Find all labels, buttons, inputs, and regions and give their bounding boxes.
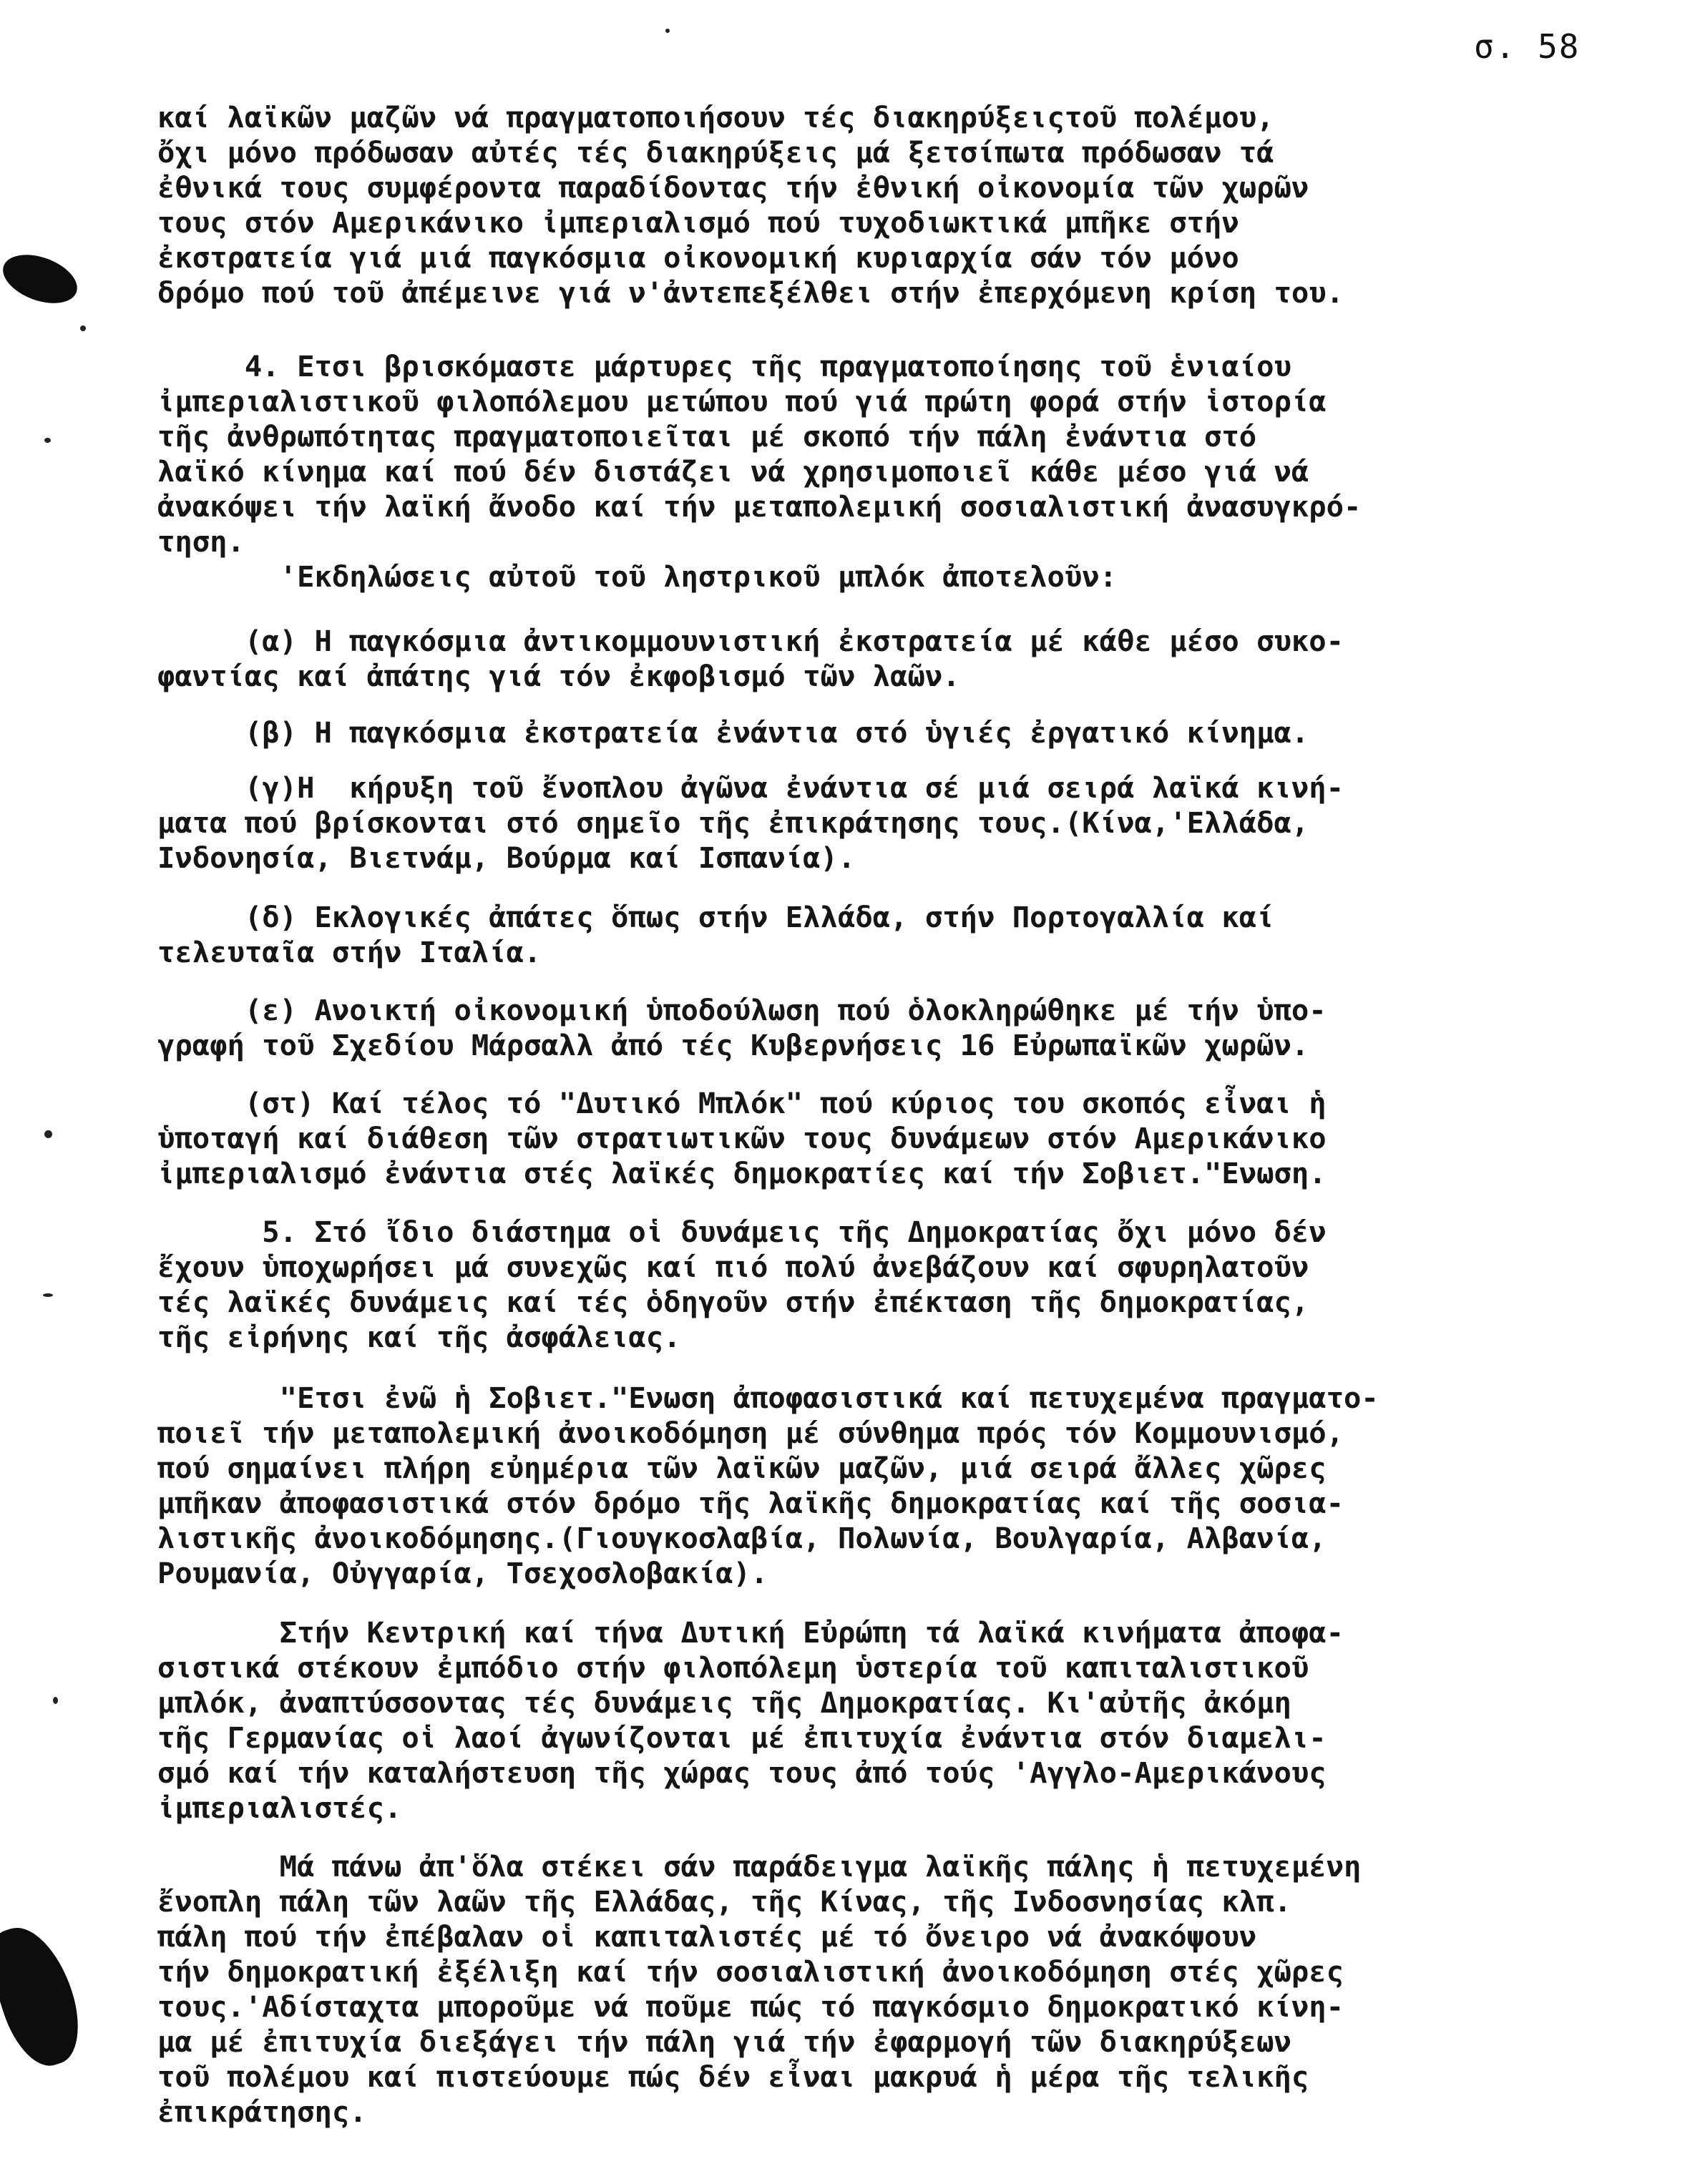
paragraph-item-a: (α) Η παγκόσμια ἀντικομμουνιστική ἐκστρατεία μέ κάθε μέσο συκο- φαντίας καί ἀπάτης γιά τόν ἐκφοβισμό τῶν λαῶν. bbox=[157, 624, 1344, 693]
paragraph-central-europe: Στήν Κεντρική καί τήνα Δυτική Εὐρώπη τά λαϊκά κινήματα ἀποφα- σιστικά στέκουν ἐμπόδιο στήν φιλοπόλεμη ὑστερία τοῦ καπιταλιστικοῦ μπλόκ, ἀναπτύσσοντας τές δυνάμεις τῆς Δημοκρατίας. Κι'αὐτῆς ἀκόμη τῆς Γερμανίας οἱ λαοί ἀγωνίζονται μέ ἐπιτυχία ἐνάντια στόν διαμελι- σμό καί τήν καταλήστευση τῆς χώρας τους ἀπό τούς 'Αγγλο-Αμερικάνους ἰμπεριαλιστές. bbox=[157, 1615, 1344, 1825]
paragraph-item-st: (στ) Καί τέλος τό "Δυτικό Μπλόκ" πού κύριος του σκοπός εἶναι ἡ ὑποταγή καί διάθεση τῶν στρατιωτικῶν τους δυνάμεων στόν Αμερικάνικο ἰμπεριαλισμό ἐνάντια στές λαϊκές δημοκρατίες καί τήν Σοβιετ."Ενωση. bbox=[157, 1086, 1327, 1190]
paragraph-item-e: (ε) Ανοικτή οἰκονομική ὑποδούλωση πού ὁλοκληρώθηκε μέ τήν ὑπο- γραφή τοῦ Σχεδίου Μάρσαλλ ἀπό τές Κυβερνήσεις 16 Εὐρωπαϊκῶν χωρῶν. bbox=[157, 993, 1327, 1062]
margin-dot bbox=[44, 438, 51, 443]
margin-dot bbox=[43, 1293, 53, 1297]
ink-blot-bottom-left bbox=[0, 1916, 92, 2075]
margin-dot bbox=[665, 29, 670, 33]
paragraph-armed-struggle: Μά πάνω ἀπ'ὅλα στέκει σάν παράδειγμα λαϊκῆς πάλης ἡ πετυχεμένη ἔνοπλη πάλη τῶν λαῶν τῆς Ελλάδας, τῆς Κίνας, τῆς Ινδοσνησίας κλπ. πάλη πού τήν ἐπέβαλαν οἱ καπιταλιστές μέ τό ὄνειρο νά ἀνακόψουν τήν δημοκρατική ἐξέλιξη καί τήν σοσιαλιστική ἀνοικοδόμηση στές χῶρες τους.'Αδίσταχτα μποροῦμε νά ποῦμε πώς τό παγκόσμιο δημοκρατικό κίνη- μα μέ ἐπιτυχία διεξάγει τήν πάλη γιά τήν ἐφαρμογή τῶν διακηρύξεων τοῦ πολέμου καί πιστεύουμε πώς δέν εἶναι μακρυά ἡ μέρα τῆς τελικῆς ἐπικράτησης. bbox=[157, 1849, 1362, 2129]
ink-blot-top-left bbox=[0, 245, 84, 312]
paragraph-item-d: (δ) Εκλογικές ἀπάτες ὅπως στήν Ελλάδα, στήν Πορτογαλλία καί τελευταῖα στήν Ιταλία. bbox=[157, 900, 1274, 969]
paragraph-intro: καί λαϊκῶν μαζῶν νά πραγματοποιήσουν τές διακηρύξειςτοῦ πολέμου, ὄχι μόνο πρόδωσαν αὐτές τές διακηρύξεις μά ξετσίπωτα πρόδωσαν τά ἐθνικά τους συμφέροντα παραδίδοντας τήν ἐθνική οἰκονομία τῶν χωρῶν τους στόν Αμερικάνικο ἰμπεριαλισμό πού τυχοδιωκτικά μπῆκε στήν ἐκστρατεία γιά μιά παγκόσμια οἰκονομική κυριαρχία σάν τόν μόνο δρόμο πού τοῦ ἀπέμεινε γιά ν'ἀντεπεξέλθει στήν ἐπερχόμενη κρίση του. bbox=[157, 100, 1344, 310]
paragraph-item-b: (β) Η παγκόσμια ἐκστρατεία ἐνάντια στό ὑγιές ἐργατικό κίνημα. bbox=[157, 715, 1309, 750]
page-number: σ. 58 bbox=[1474, 27, 1581, 66]
margin-dot bbox=[80, 325, 86, 331]
paragraph-point-4: 4. Ετσι βρισκόμαστε μάρτυρες τῆς πραγματοποίησης τοῦ ἑνιαίου ἰμπεριαλιστικοῦ φιλοπόλεμου μετώπου πού γιά πρώτη φορά στήν ἱστορία τῆς ἀνθρωπότητας πραγματοποιεῖται μέ σκοπό τήν πάλη ἐνάντια στό λαϊκό κίνημα καί πού δέν διστάζει νά χρησιμοποιεῖ κάθε μέσο γιά νά ἀνακόψει τήν λαϊκή ἄνοδο καί τήν μεταπολεμική σοσιαλιστική ἀνασυγκρό- τηση. 'Εκδηλώσεις αὐτοῦ τοῦ ληστρικοῦ μπλόκ ἀποτελοῦν: bbox=[157, 349, 1362, 594]
paragraph-item-c: (γ)Η κήρυξη τοῦ ἔνοπλου ἀγῶνα ἐνάντια σέ μιά σειρά λαϊκά κινή- ματα πού βρίσκονται στό σημεῖο τῆς ἐπικράτησης τους.(Κίνα,'Ελλάδα, Ινδονησία, Βιετνάμ, Βούρμα καί Ισπανία). bbox=[157, 770, 1344, 875]
margin-dot bbox=[53, 1697, 58, 1704]
paragraph-point-5: 5. Στό ἴδιο διάστημα οἱ δυνάμεις τῆς Δημοκρατίας ὄχι μόνο δέν ἔχουν ὑποχωρήσει μά συνεχῶς καί πιό πολύ ἀνεβάζουν καί σφυρηλατοῦν τές λαϊκές δυνάμεις καί τές ὁδηγοῦν στήν ἐπέκταση τῆς δημοκρατίας, τῆς εἰρήνης καί τῆς ἀσφάλειας. bbox=[157, 1215, 1327, 1354]
paragraph-soviet-union: "Ετσι ἐνῶ ἡ Σοβιετ."Ενωση ἀποφασιστικά καί πετυχεμένα πραγματο- ποιεῖ τήν μεταπολεμική ἀνοικοδόμηση μέ σύνθημα πρός τόν Κομμουνισμό, πού σημαίνει πλήρη εὐημέρια τῶν λαϊκῶν μαζῶν, μιά σειρά ἄλλες χῶρες μπῆκαν ἀποφασιστικά στόν δρόμο τῆς λαϊκῆς δημοκρατίας καί τῆς σοσια- λιστικῆς ἀνοικοδόμησης.(Γιουγκοσλαβία, Πολωνία, Βουλγαρία, Αλβανία, Ρουμανία, Οὐγγαρία, Τσεχοσλοβακία). bbox=[157, 1381, 1379, 1590]
margin-dot bbox=[44, 1130, 52, 1138]
